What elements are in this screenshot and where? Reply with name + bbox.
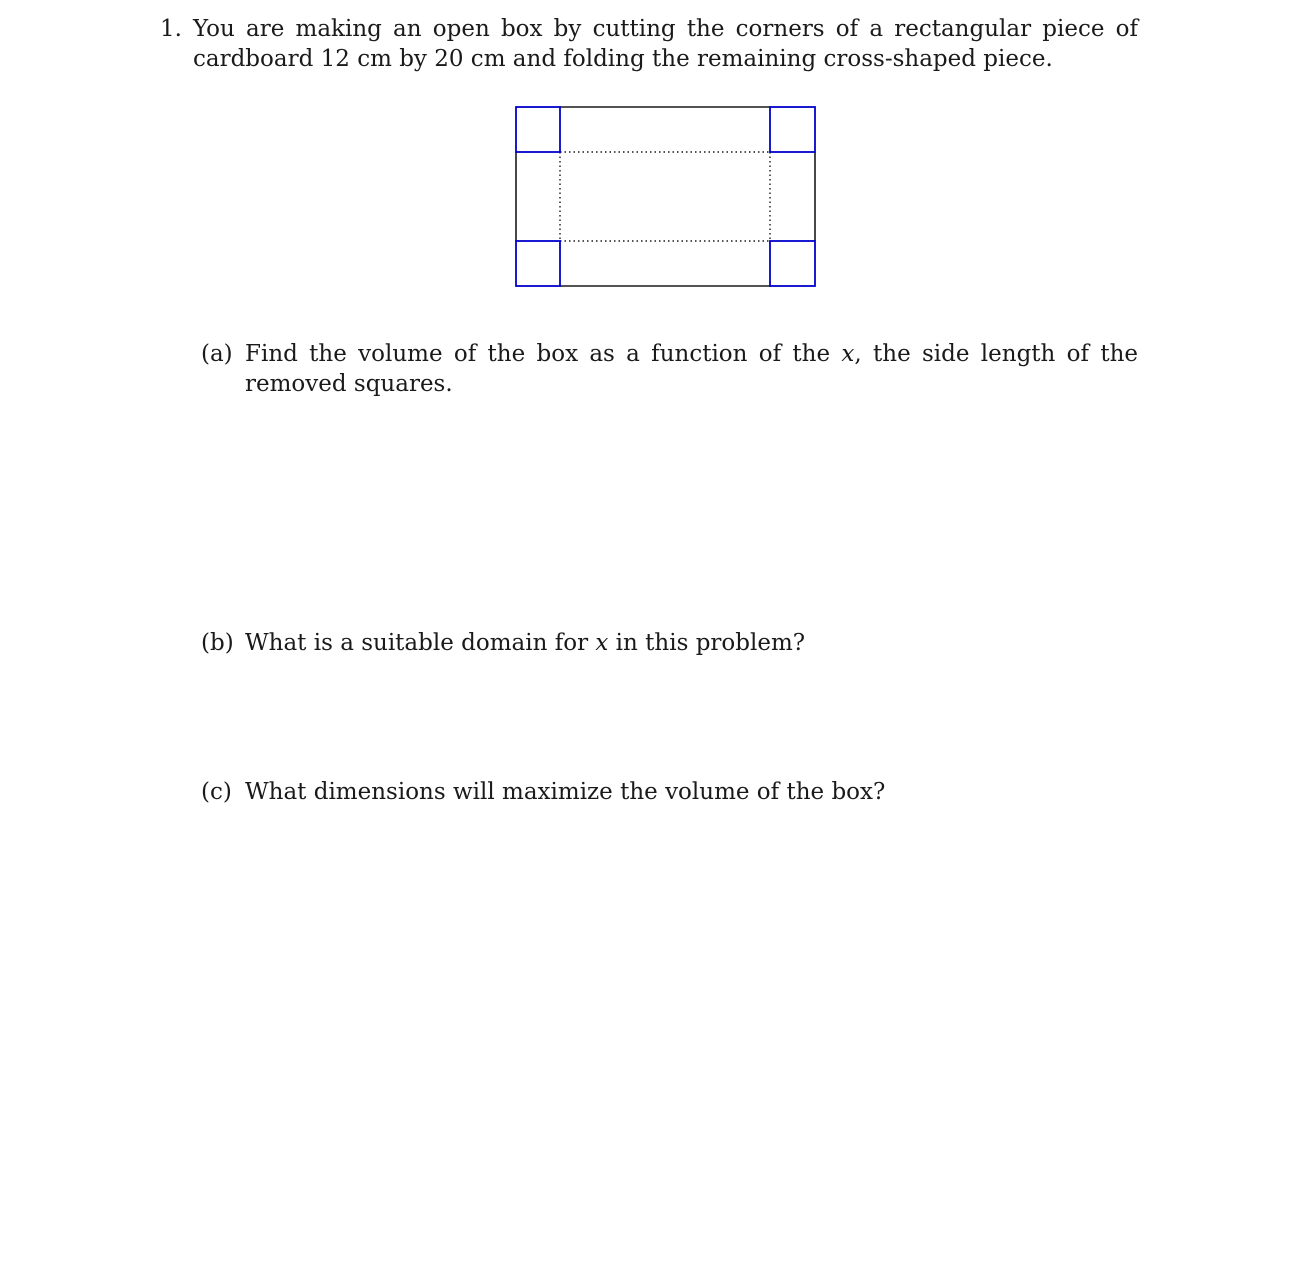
cut-square-top-right: [770, 107, 815, 152]
part-a-text-before: Find the volume of the box as a function of the: [245, 341, 842, 367]
problem-statement: You are making an open box by cutting the corners of a rectangular piece of cardboard 12 cm by 20 cm and folding the remaining cross-shaped piece.: [193, 16, 1138, 72]
part-a-text: [245, 339, 1138, 399]
part-b: [0, 628, 1290, 660]
part-c-text: What dimensions will maximize the volume of the box?: [245, 779, 886, 805]
part-c: [0, 777, 1290, 809]
cut-square-top-left: [516, 107, 560, 152]
part-b-variable: x: [595, 630, 609, 656]
part-b-text-before: What is a suitable domain for: [245, 630, 596, 656]
problem-number: 1.: [160, 16, 182, 42]
part-a-label: (a): [201, 341, 233, 367]
part-b-label: (b): [201, 630, 234, 656]
part-a: [0, 339, 1290, 403]
part-c-label: (c): [201, 779, 232, 805]
part-a-text-after: , the side length of the removed squares.: [245, 341, 1138, 397]
part-b-text: [245, 628, 1138, 658]
part-a-variable: x: [841, 341, 855, 367]
cut-square-bottom-right: [770, 241, 815, 286]
part-b-text-after: in this problem?: [608, 630, 806, 656]
cardboard-net-diagram: [514, 105, 817, 288]
cut-square-bottom-left: [516, 241, 560, 286]
